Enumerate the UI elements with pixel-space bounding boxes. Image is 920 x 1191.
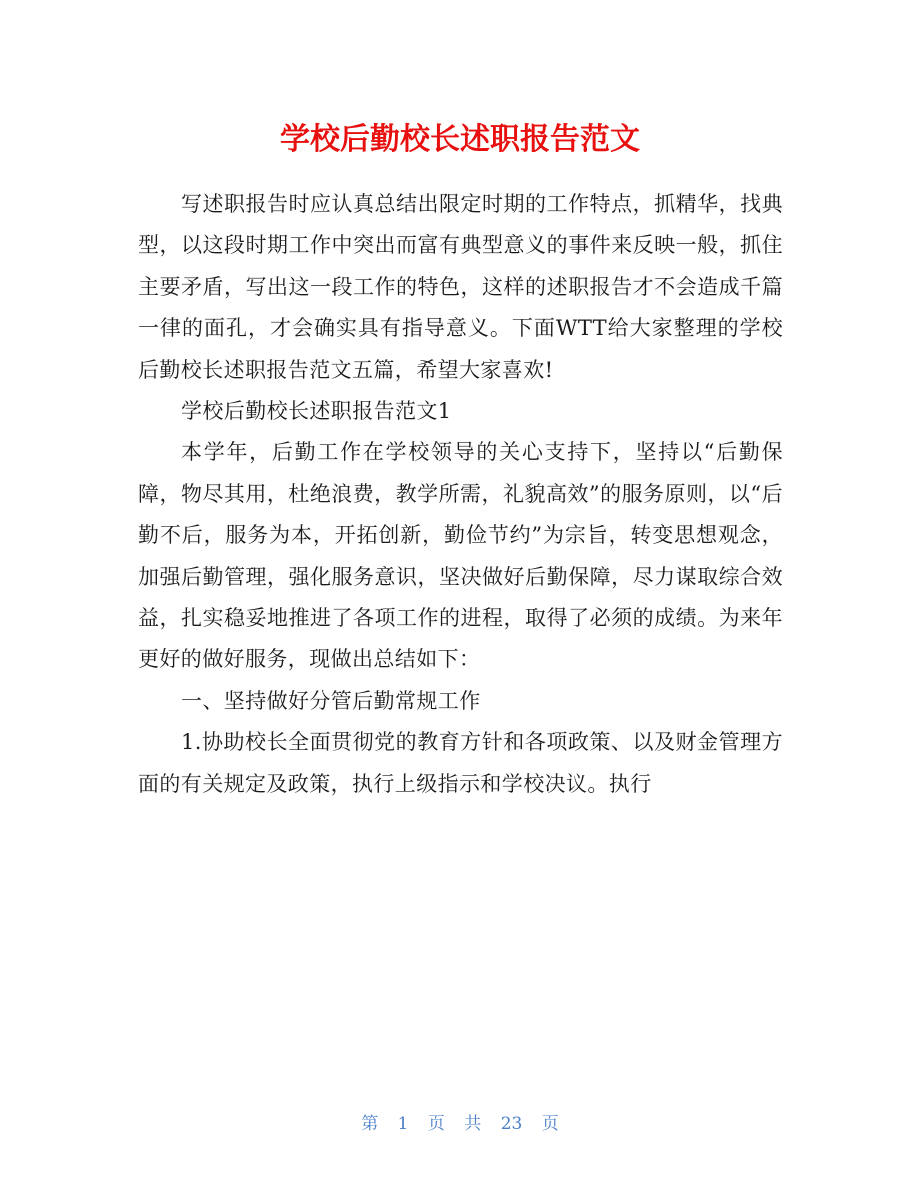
- document-title: 学校后勤校长述职报告范文: [280, 122, 640, 157]
- page-footer: [0, 1112, 920, 1136]
- body-paragraph: 本学年，后勤工作在学校领导的关心支持下，坚持以“后勤保障，物尽其用，杜绝浪费，教学所需，礼貌高效”的服务原则，以“后勤不后，服务为本，开拓创新，勤俭节约”为宗旨，转变思想观念，加强后勤管理，强化服务意识，坚决做好后勤保障，尽力谋取综合效益，扎实稳妥地推进了各项工作的进程，取得了必须的成绩。为来年更好的做好服务，现做出总结如下：: [138, 440, 783, 672]
- intro-paragraph: 写述职报告时应认真总结出限定时期的工作特点，抓精华，找典型，以这段时期工作中突出而富有典型意义的事件来反映一般，抓住主要矛盾，写出这一段工作的特色，这样的述职报告才不会造成千篇一律的面孔，才会确实具有指导意义。下面WTT给大家整理的学校后勤校长述职报告范文五篇，希望大家喜欢!: [138, 192, 783, 382]
- current-page-number: 1: [397, 1114, 409, 1134]
- section-heading-1: 学校后勤校长述职报告范文1: [181, 399, 452, 424]
- subsection-heading: 一、坚持做好分管后勤常规工作: [181, 688, 481, 713]
- footer-total-word: 共: [464, 1114, 482, 1134]
- footer-page-word: 页: [427, 1114, 445, 1134]
- total-page-count: 23: [500, 1114, 523, 1134]
- list-item-paragraph: 1.协助校长全面贯彻党的教育方针和各项政策、以及财金管理方面的有关规定及政策，执行上级指示和学校决议。执行: [138, 730, 783, 796]
- footer-suffix: 页: [541, 1114, 559, 1134]
- footer-prefix: 第: [361, 1114, 379, 1134]
- document-body: [138, 184, 783, 805]
